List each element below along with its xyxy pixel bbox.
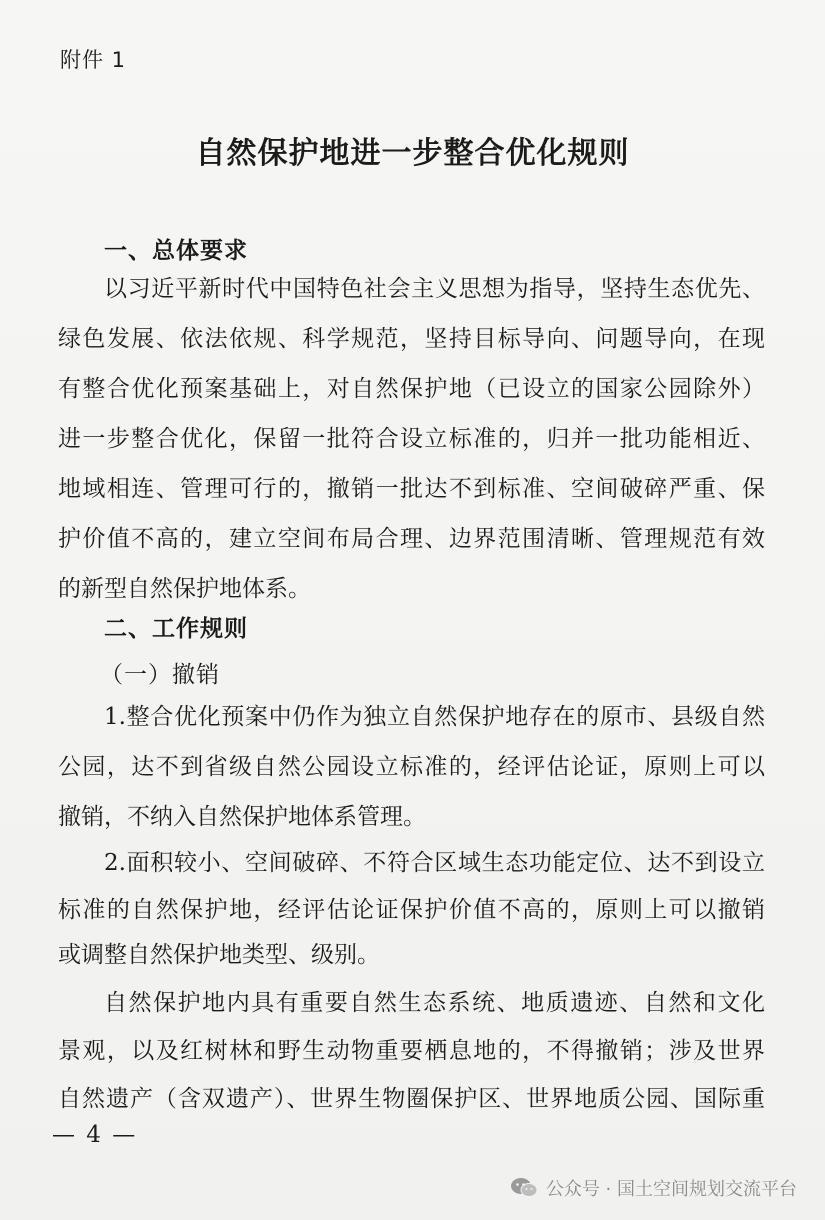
body-line: 1.整合优化预案中仍作为独立自然保护地存在的原市、县级自然 xyxy=(104,704,765,730)
section-2-heading: 二、工作规则 xyxy=(104,616,248,642)
page-number: — 4 — xyxy=(52,1122,138,1148)
body-line: 标准的自然保护地，经评估论证保护价值不高的，原则上可以撤销 xyxy=(58,897,765,923)
body-line: 有整合优化预案基础上，对自然保护地（已设立的国家公园除外） xyxy=(58,376,765,402)
watermark xyxy=(510,1175,797,1201)
section-1-heading: 一、总体要求 xyxy=(104,238,248,264)
subsection-heading: （一）撤销 xyxy=(100,662,220,688)
body-line: 撤销，不纳入自然保护地体系管理。 xyxy=(58,804,426,830)
body-line: 地域相连、管理可行的，撤销一批达不到标准、空间破碎严重、保 xyxy=(58,476,765,502)
wechat-icon xyxy=(510,1177,538,1199)
body-line: 自然保护地内具有重要自然生态系统、地质遗迹、自然和文化 xyxy=(104,990,765,1016)
body-line: 景观，以及红树林和野生动物重要栖息地的，不得撤销；涉及世界 xyxy=(58,1038,765,1064)
body-line: 护价值不高的，建立空间布局合理、边界范围清晰、管理规范有效 xyxy=(58,526,765,552)
body-line: 进一步整合优化，保留一批符合设立标准的，归并一批功能相近、 xyxy=(58,426,765,452)
body-line: 以习近平新时代中国特色社会主义思想为指导，坚持生态优先、 xyxy=(104,276,765,302)
body-line: 的新型自然保护地体系。 xyxy=(58,576,311,602)
attachment-label: 附件 1 xyxy=(60,48,127,72)
body-line: 公园，达不到省级自然公园设立标准的，经评估论证，原则上可以 xyxy=(58,754,765,780)
body-line: 或调整自然保护地类型、级别。 xyxy=(58,942,380,968)
body-line: 绿色发展、依法依规、科学规范，坚持目标导向、问题导向，在现 xyxy=(58,326,765,352)
watermark-text: 公众号 · 国土空间规划交流平台 xyxy=(545,1179,797,1200)
body-line: 2.面积较小、空间破碎、不符合区域生态功能定位、达不到设立 xyxy=(104,850,765,876)
body-line: 自然遗产（含双遗产）、世界生物圈保护区、世界地质公园、国际重 xyxy=(58,1086,765,1112)
document-title: 自然保护地进一步整合优化规则 xyxy=(195,136,630,171)
